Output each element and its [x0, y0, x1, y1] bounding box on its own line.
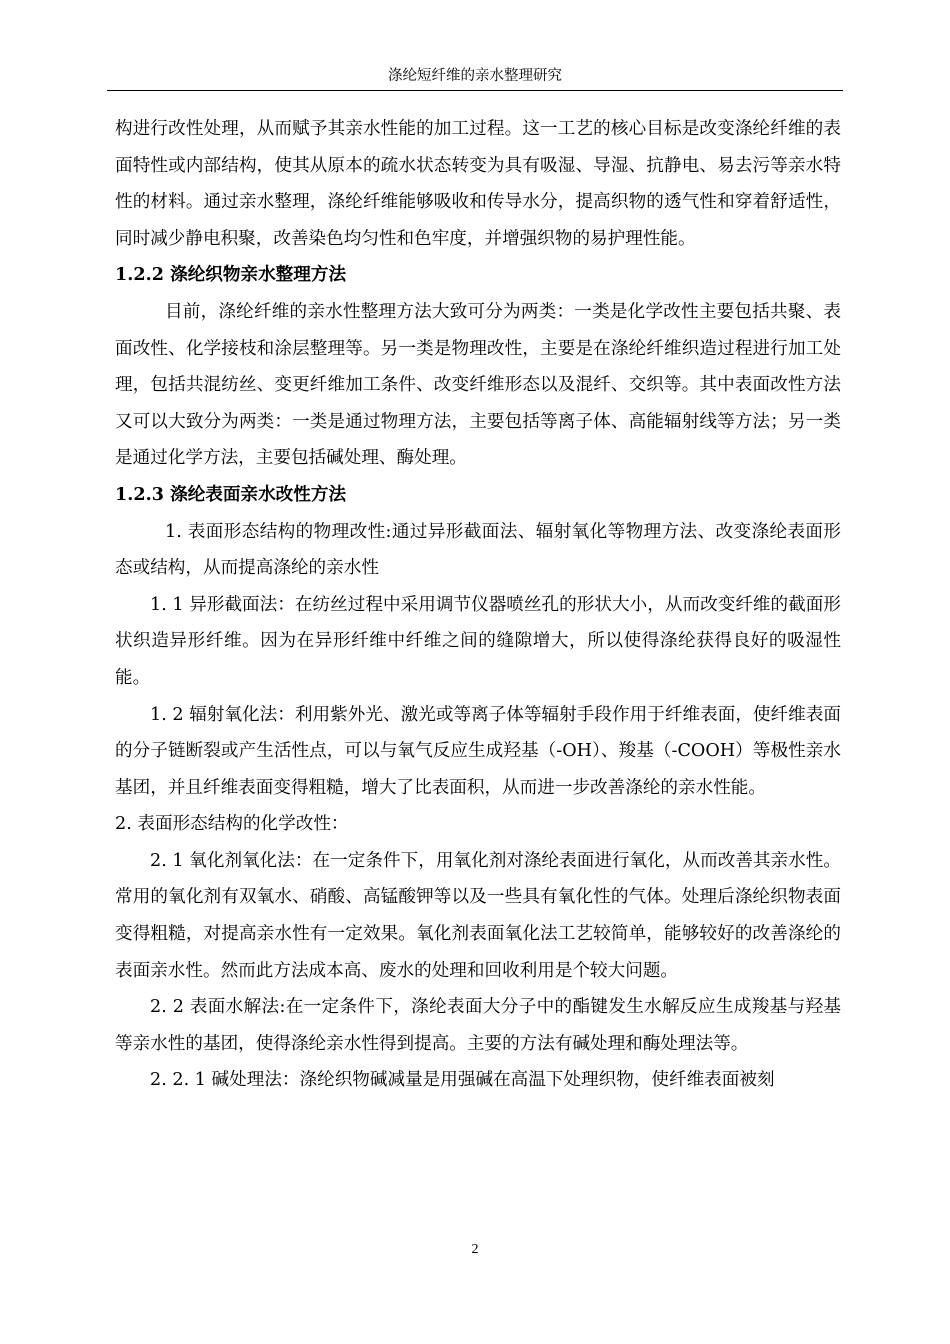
paragraph-oxidant: 2. 1 氧化剂氧化法：在一定条件下，用氧化剂对涤纶表面进行氧化，从而改善其亲水性。常用的氧化剂有双氧水、硝酸、高锰酸钾等以及一些具有氧化性的气体。处理后涤纶织物表面变得粗糙，对提高亲水性有一定效果。氧化剂表面氧化法工艺较简单，能够较好的改善涤纶的表面亲水性。然而此方法成本高、废水的处理和回收利用是个较大问题。 — [115, 850, 841, 981]
paragraph-radiation-oxidation: 1. 2 辐射氧化法：利用紫外光、激光或等离子体等辐射手段作用于纤维表面，使纤维表面的分子链断裂或产生活性点，可以与氧气反应生成羟基（-OH）、羧基（-COOH）等极性亲水基团，并且纤维表面变得粗糙，增大了比表面积，从而进一步改善涤纶的亲水性能。 — [115, 704, 841, 798]
paragraph-chemical-modification: 2. 表面形态结构的化学改性： — [115, 814, 349, 835]
paragraph-alkali-treatment: 2. 2. 1 碱处理法：涤纶织物碱减量是用强碱在高温下处理织物，使纤维表面被刻 — [150, 1070, 775, 1091]
page-number: 2 — [471, 1242, 479, 1257]
paragraph-methods: 目前，涤纶纤维的亲水性整理方法大致可分为两类：一类是化学改性主要包括共聚、表面改性、化学接枝和涂层整理等。另一类是物理改性，主要是在涤纶纤维织造过程进行加工处理，包括共混纺丝、变更纤维加工条件、改变纤维形态以及混纤、交织等。其中表面改性方法又可以大致分为两类：一类是通过物理方法，主要包括等离子体、高能辐射线等方法；另一类是通过化学方法，主要包括碱处理、酶处理。 — [115, 301, 841, 469]
body-text — [115, 111, 841, 1099]
paragraph-profiled-section: 1. 1 异形截面法：在纺丝过程中采用调节仪器喷丝孔的形状大小，从而改变纤维的截面形状织造异形纤维。因为在异形纤维中纤维之间的缝隙增大，所以使得涤纶获得良好的吸湿性能。 — [115, 594, 841, 688]
paragraph-hydrolysis: 2. 2 表面水解法:在一定条件下，涤纶表面大分子中的酯键发生水解反应生成羧基与羟基等亲水性的基团，使得涤纶亲水性得到提高。主要的方法有碱处理和酶处理法等。 — [115, 997, 841, 1054]
page-header: 涤纶短纤维的亲水整理研究 — [388, 68, 562, 84]
paragraph-continuation: 构进行改性处理，从而赋予其亲水性能的加工过程。这一工艺的核心目标是改变涤纶纤维的表面特性或内部结构，使其从原本的疏水状态转变为具有吸湿、导湿、抗静电、易去污等亲水特性的材料。通过亲水整理，涤纶纤维能够吸收和传导水分，提高织物的透气性和穿着舒适性，同时减少静电积聚，改善染色均匀性和色牢度，并增强织物的易护理性能。 — [115, 119, 841, 249]
paragraph-physical-modification: 1. 表面形态结构的物理改性:通过异形截面法、辐射氧化等物理方法、改变涤纶表面形态或结构，从而提高涤纶的亲水性 — [115, 521, 841, 579]
section-heading-1-2-3: 1.2.3 涤纶表面亲水改性方法 — [115, 483, 347, 505]
section-heading-1-2-2: 1.2.2 涤纶织物亲水整理方法 — [115, 264, 347, 286]
header-rule — [107, 90, 843, 91]
